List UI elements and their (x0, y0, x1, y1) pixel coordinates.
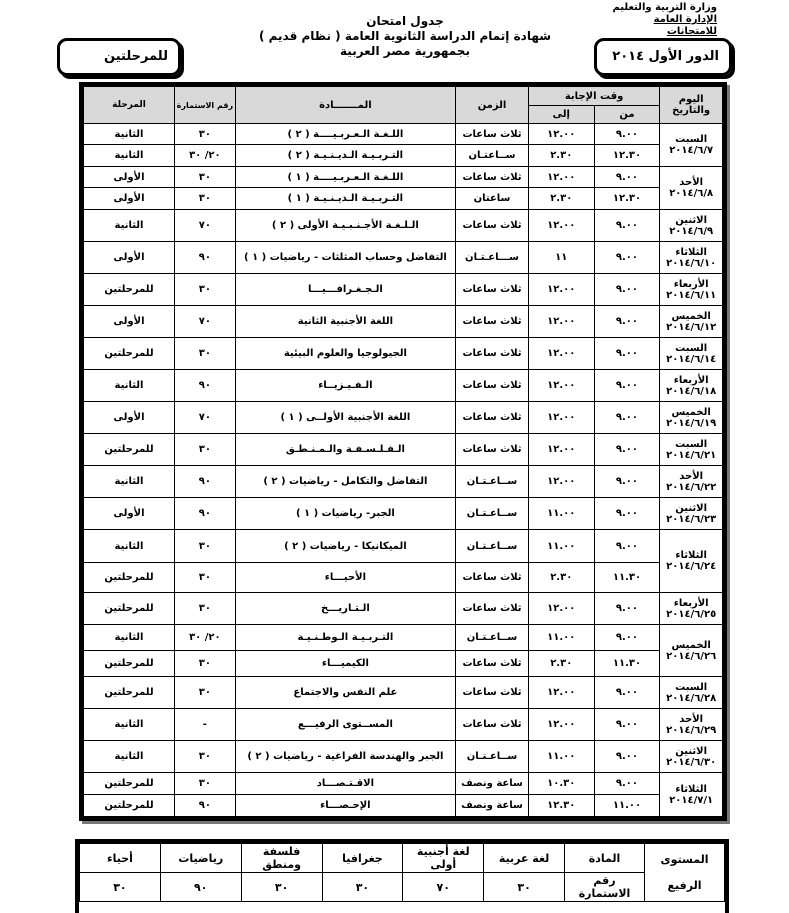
schedule-table (79, 82, 727, 821)
time-from: ١١.٠٠ (594, 795, 660, 817)
subject: التـربـيـة الـديـنـيـة ( ١ ) (235, 188, 455, 210)
exam-date: ٢٠١٤/٦/٧ (669, 145, 714, 156)
duration: ســاعتـان (456, 145, 529, 167)
subject-label: المادة (565, 844, 645, 873)
duration: ساعتان (456, 188, 529, 210)
duration: ثلاث ساعات (456, 709, 529, 741)
time-from: ٩.٠٠ (594, 370, 660, 402)
time-from: ٩.٠٠ (594, 274, 660, 306)
exam-date: ٢٠١٤/٦/١٩ (666, 417, 717, 429)
stage: للمرحلتين (84, 677, 175, 709)
duration: ثلاث ساعات (456, 651, 529, 677)
stage: الأولى (84, 188, 175, 210)
form-number: ٣٠ (175, 188, 236, 210)
subject: الجبر والهندسة الفراغية - رياضيات ( ٢ ) (235, 741, 455, 773)
form-number: ٣٠ (175, 651, 236, 677)
day-name: الأحد (679, 177, 704, 188)
title-line-3: بجمهورية مصر العربية (340, 44, 470, 58)
day-date-cell (660, 338, 723, 370)
form-number: ٣٠ (175, 677, 236, 709)
form-number: ٩٠ (175, 242, 236, 274)
day-name: الأحد (679, 470, 704, 482)
duration: ســاعـتـان (456, 625, 529, 651)
form-number: ٩٠ (175, 795, 236, 817)
day-name: الأحد (679, 713, 704, 725)
schedule-row (84, 677, 723, 709)
time-to: ١٢.٠٠ (528, 434, 594, 466)
col-answer-time: وقت الإجابة (528, 87, 659, 106)
schedule-row (84, 498, 723, 530)
form-number: ٢٠/ ٣٠ (175, 625, 236, 651)
time-from: ١٢.٣٠ (594, 145, 660, 167)
stage: للمرحلتين (84, 434, 175, 466)
day-date-cell (660, 306, 723, 338)
stage: الثانية (84, 709, 175, 741)
form-label: رقم الاستمارة (565, 873, 645, 902)
time-from: ٩.٠٠ (594, 167, 660, 188)
day-name: الاثنين (675, 745, 708, 757)
stage: للمرحلتين (84, 338, 175, 370)
day-date-cell (660, 593, 723, 625)
schedule-row (84, 530, 723, 563)
stage: الأولى (84, 242, 175, 274)
form-number: - (175, 709, 236, 741)
time-to: ١٢.٠٠ (528, 593, 594, 625)
form-number: ٧٠ (175, 402, 236, 434)
time-from: ١١.٣٠ (594, 651, 660, 677)
duration: ســاعـتـان (456, 466, 529, 498)
time-from: ٩.٠٠ (594, 593, 660, 625)
time-to: ١١.٠٠ (528, 530, 594, 563)
stage: للمرحلتين (84, 773, 175, 795)
bottom-form: ٣٠ (322, 873, 403, 902)
bottom-subject: لغة عربية (484, 844, 565, 873)
bottom-subject: لغة أجنبية أولى (403, 844, 484, 873)
subject: التفاضل وحساب المثلثات - رياضيات ( ١ ) (235, 242, 455, 274)
subject: اللـغـة الـعـربـيــــة ( ٢ ) (235, 124, 455, 145)
form-number: ٣٠ (175, 741, 236, 773)
form-number: ٩٠ (175, 370, 236, 402)
col-subject: المـــــــادة (235, 87, 455, 124)
time-from: ٩.٠٠ (594, 466, 660, 498)
stage: للمرحلتين (84, 651, 175, 677)
day-date-cell (660, 741, 723, 773)
day-date-cell (660, 677, 723, 709)
form-number: ٣٠ (175, 167, 236, 188)
day-date-cell (660, 434, 723, 466)
time-to: ١٢.٠٠ (528, 709, 594, 741)
day-name: السبت (675, 438, 708, 450)
time-to: ١٢.٠٠ (528, 466, 594, 498)
duration: ثلاث ساعات (456, 306, 529, 338)
stage: الثانية (84, 466, 175, 498)
exam-date: ٢٠١٤/٦/١٨ (666, 385, 717, 397)
exam-date: ٢٠١٤/٦/١١ (666, 289, 717, 301)
subject: علم النفس والاجتماع (235, 677, 455, 709)
exam-date: ٢٠١٤/٦/٢٢ (666, 481, 717, 493)
time-to: ٢.٣٠ (528, 651, 594, 677)
level-label: المستوى الرفيع (645, 844, 725, 902)
time-from: ٩.٠٠ (594, 210, 660, 242)
duration: ثلاث ساعات (456, 210, 529, 242)
duration: ثلاث ساعات (456, 434, 529, 466)
form-number: ٣٠ (175, 593, 236, 625)
schedule-row (84, 709, 723, 741)
exam-date: ٢٠١٤/٦/٢٩ (666, 724, 717, 736)
stage: الثانية (84, 530, 175, 563)
time-from: ٩.٠٠ (594, 773, 660, 795)
stage: الأولى (84, 402, 175, 434)
col-day: اليوم والتاريخ (660, 87, 723, 124)
subject: اللغة الأجنبية الثانية (235, 306, 455, 338)
high-level-table (75, 839, 729, 913)
time-from: ٩.٠٠ (594, 677, 660, 709)
schedule-row (84, 145, 723, 167)
day-name: الاثنين (675, 502, 708, 514)
exam-date: ٢٠١٤/٦/٢٥ (666, 608, 717, 620)
duration: ثلاث ساعات (456, 274, 529, 306)
duration: ســاعـتـان (456, 530, 529, 563)
time-to: ١١.٠٠ (528, 625, 594, 651)
form-number: ٣٠ (175, 563, 236, 593)
subject: الـلـغـة الأجـنـبـيـة الأولى ( ٢ ) (235, 210, 455, 242)
bottom-form: ٩٠ (160, 873, 241, 902)
bottom-form: ٧٠ (403, 873, 484, 902)
day-name: الثلاثاء (675, 550, 707, 561)
bottom-subject: رياضيات (160, 844, 241, 873)
form-number: ٩٠ (175, 466, 236, 498)
stage: الثانية (84, 370, 175, 402)
day-date-cell (660, 274, 723, 306)
time-to: ١١.٠٠ (528, 741, 594, 773)
exam-date: ٢٠١٤/٦/٢٣ (666, 513, 717, 525)
stage: للمرحلتين (84, 274, 175, 306)
bottom-subject: أحياء (80, 844, 161, 873)
subject: الـفـلـسـفـة والـمـنـطـق (235, 434, 455, 466)
day-date-cell (660, 498, 723, 530)
subject: التفاضل والتكامل - رياضيات ( ٢ ) (235, 466, 455, 498)
duration: ســاعـتـان (456, 498, 529, 530)
time-to: ١١ (528, 242, 594, 274)
schedule-row (84, 306, 723, 338)
stage: الثانية (84, 741, 175, 773)
day-name: الخميس (671, 310, 711, 322)
schedule-row (84, 795, 723, 817)
day-name: الخميس (671, 639, 711, 651)
bottom-form: ٣٠ (484, 873, 565, 902)
ministry-header (607, 2, 717, 38)
day-name: الثلاثاء (675, 246, 707, 258)
duration: ثلاث ساعات (456, 563, 529, 593)
duration: ثلاث ساعات (456, 370, 529, 402)
form-number: ٧٠ (175, 306, 236, 338)
day-date-cell (660, 530, 723, 593)
duration: ســاعـتـان (456, 741, 529, 773)
subject: الـفـيـزيــاء (235, 370, 455, 402)
schedule-row (84, 773, 723, 795)
stage: الأولى (84, 306, 175, 338)
schedule-row (84, 370, 723, 402)
time-to: ١٠.٣٠ (528, 773, 594, 795)
schedule-row (84, 188, 723, 210)
time-to: ١١.٠٠ (528, 498, 594, 530)
duration: ثلاث ساعات (456, 677, 529, 709)
duration: ســـاعـتـان (456, 242, 529, 274)
stage: للمرحلتين (84, 795, 175, 817)
day-name: الاثنين (675, 214, 708, 226)
time-to: ٢.٣٠ (528, 145, 594, 167)
title-line-2: شهادة إتمام الدراسة الثانوية العامة ( نظام قديم ) (258, 29, 552, 43)
bottom-subject: فلسفة ومنطق (241, 844, 322, 873)
schedule-row (84, 274, 723, 306)
form-number: ٩٠ (175, 498, 236, 530)
round-box: الدور الأول ٢٠١٤ (594, 38, 732, 76)
time-to: ١٢.٠٠ (528, 677, 594, 709)
day-date-cell (660, 210, 723, 242)
subject: التـربـيـة الـديـنـيـة ( ٢ ) (235, 145, 455, 167)
exam-date: ٢٠١٤/٦/٩ (669, 225, 714, 237)
stages-box: للمرحلتين (57, 38, 181, 76)
time-from: ٩.٠٠ (594, 741, 660, 773)
time-to: ١٢.٠٠ (528, 274, 594, 306)
time-from: ٩.٠٠ (594, 498, 660, 530)
schedule-row (84, 434, 723, 466)
schedule-row (84, 741, 723, 773)
col-duration: الزمن (456, 87, 529, 124)
bottom-subject: جغرافيا (322, 844, 403, 873)
subject: اللـغـة الـعـربـيــــة ( ١ ) (235, 167, 455, 188)
subject: الميكانيكا - رياضيات ( ٢ ) (235, 530, 455, 563)
time-to: ١٢.٠٠ (528, 370, 594, 402)
day-date-cell (660, 370, 723, 402)
bottom-form: ٣٠ (80, 873, 161, 902)
exam-date: ٢٠١٤/٦/٨ (669, 188, 714, 199)
time-from: ١٢.٣٠ (594, 188, 660, 210)
col-to: إلى (528, 106, 594, 124)
time-from: ١١.٣٠ (594, 563, 660, 593)
exam-date: ٢٠١٤/٦/٢٤ (666, 561, 717, 572)
stage: للمرحلتين (84, 563, 175, 593)
time-from: ٩.٠٠ (594, 338, 660, 370)
time-from: ٩.٠٠ (594, 402, 660, 434)
stage: للمرحلتين (84, 593, 175, 625)
day-date-cell (660, 773, 723, 817)
schedule-row (84, 242, 723, 274)
form-number: ٣٠ (175, 124, 236, 145)
day-name: الأربعاء (673, 597, 709, 609)
day-name: الثلاثاء (675, 783, 707, 795)
time-to: ١٢.٠٠ (528, 124, 594, 145)
time-to: ١٢.٠٠ (528, 167, 594, 188)
day-date-cell (660, 402, 723, 434)
form-number: ٣٠ (175, 530, 236, 563)
schedule-row (84, 338, 723, 370)
day-name: الخميس (671, 406, 711, 418)
schedule-row (84, 124, 723, 145)
exam-date: ٢٠١٤/٦/١٤ (666, 353, 717, 365)
exam-date: ٢٠١٤/٦/٢٦ (666, 650, 717, 662)
form-number: ٢٠/ ٣٠ (175, 145, 236, 167)
time-from: ٩.٠٠ (594, 306, 660, 338)
subject: اللغة الأجنبية الأولــى ( ١ ) (235, 402, 455, 434)
day-date-cell (660, 242, 723, 274)
ministry-name: وزارة التربية والتعليم (612, 2, 717, 13)
duration: ساعة ونصف (456, 795, 529, 817)
subject: الكيميـــاء (235, 651, 455, 677)
subject: الجيولوجيا والعلوم البيئية (235, 338, 455, 370)
time-to: ١٢.٠٠ (528, 210, 594, 242)
day-date-cell (660, 625, 723, 677)
col-stage: المرحلة (84, 87, 175, 124)
schedule-row (84, 210, 723, 242)
schedule-row (84, 625, 723, 651)
day-name: السبت (675, 134, 708, 145)
bottom-form: ٣٠ (241, 873, 322, 902)
form-number: ٣٠ (175, 338, 236, 370)
schedule-row (84, 402, 723, 434)
duration: ثلاث ساعات (456, 167, 529, 188)
stage: الثانية (84, 625, 175, 651)
col-from: من (594, 106, 660, 124)
time-to: ١٢.٠٠ (528, 306, 594, 338)
time-to: ٢.٣٠ (528, 563, 594, 593)
col-form: رقم الاستمارة (175, 87, 236, 124)
time-to: ١٢.٣٠ (528, 795, 594, 817)
duration: ساعة ونصف (456, 773, 529, 795)
duration: ثلاث ساعات (456, 593, 529, 625)
time-from: ٩.٠٠ (594, 124, 660, 145)
day-date-cell (660, 167, 723, 210)
exam-date: ٢٠١٤/٧/١ (669, 794, 714, 806)
title-line-1: جدول امتحان (366, 14, 444, 28)
form-number: ٣٠ (175, 274, 236, 306)
time-to: ١٢.٠٠ (528, 402, 594, 434)
stage: الثانية (84, 124, 175, 145)
form-number: ٣٠ (175, 434, 236, 466)
duration: ثلاث ساعات (456, 124, 529, 145)
form-number: ٧٠ (175, 210, 236, 242)
subject: التـربـيـة الـوطـنـيـة (235, 625, 455, 651)
duration: ثلاث ساعات (456, 402, 529, 434)
subject: الإحـصـــاء (235, 795, 455, 817)
document-titles (220, 14, 590, 59)
time-from: ٩.٠٠ (594, 434, 660, 466)
exam-date: ٢٠١٤/٦/١٠ (666, 257, 717, 269)
time-from: ٩.٠٠ (594, 530, 660, 563)
stage: الأولى (84, 167, 175, 188)
time-from: ٩.٠٠ (594, 709, 660, 741)
schedule-row (84, 593, 723, 625)
day-date-cell (660, 124, 723, 167)
subject: الـتـاريـــخ (235, 593, 455, 625)
day-name: الأربعاء (673, 374, 709, 386)
subject: الاقـتـصـــاد (235, 773, 455, 795)
schedule-row (84, 563, 723, 593)
subject: الـجـغـرافـــيـــا (235, 274, 455, 306)
day-name: الأربعاء (673, 278, 709, 290)
time-to: ٢.٣٠ (528, 188, 594, 210)
schedule-row (84, 466, 723, 498)
duration: ثلاث ساعات (456, 338, 529, 370)
time-to: ١٢.٠٠ (528, 338, 594, 370)
day-name: السبت (675, 681, 708, 693)
stage: الثانية (84, 145, 175, 167)
exam-date: ٢٠١٤/٦/١٢ (666, 321, 717, 333)
subject: المســتوى الرفيـــع (235, 709, 455, 741)
time-from: ٩.٠٠ (594, 625, 660, 651)
day-name: السبت (675, 342, 708, 354)
exam-date: ٢٠١٤/٦/٣٠ (666, 756, 717, 768)
time-from: ٩.٠٠ (594, 242, 660, 274)
day-date-cell (660, 466, 723, 498)
day-date-cell (660, 709, 723, 741)
stage: الأولى (84, 498, 175, 530)
schedule-row (84, 167, 723, 188)
form-number: ٣٠ (175, 773, 236, 795)
subject: الجبر- رياضيات ( ١ ) (235, 498, 455, 530)
schedule-row (84, 651, 723, 677)
subject: الأحيـــاء (235, 563, 455, 593)
exam-date: ٢٠١٤/٦/٢١ (666, 449, 717, 461)
exams-department: الإدارة العامة للامتحانات (653, 14, 717, 37)
stage: الثانية (84, 210, 175, 242)
exam-date: ٢٠١٤/٦/٢٨ (666, 692, 717, 704)
